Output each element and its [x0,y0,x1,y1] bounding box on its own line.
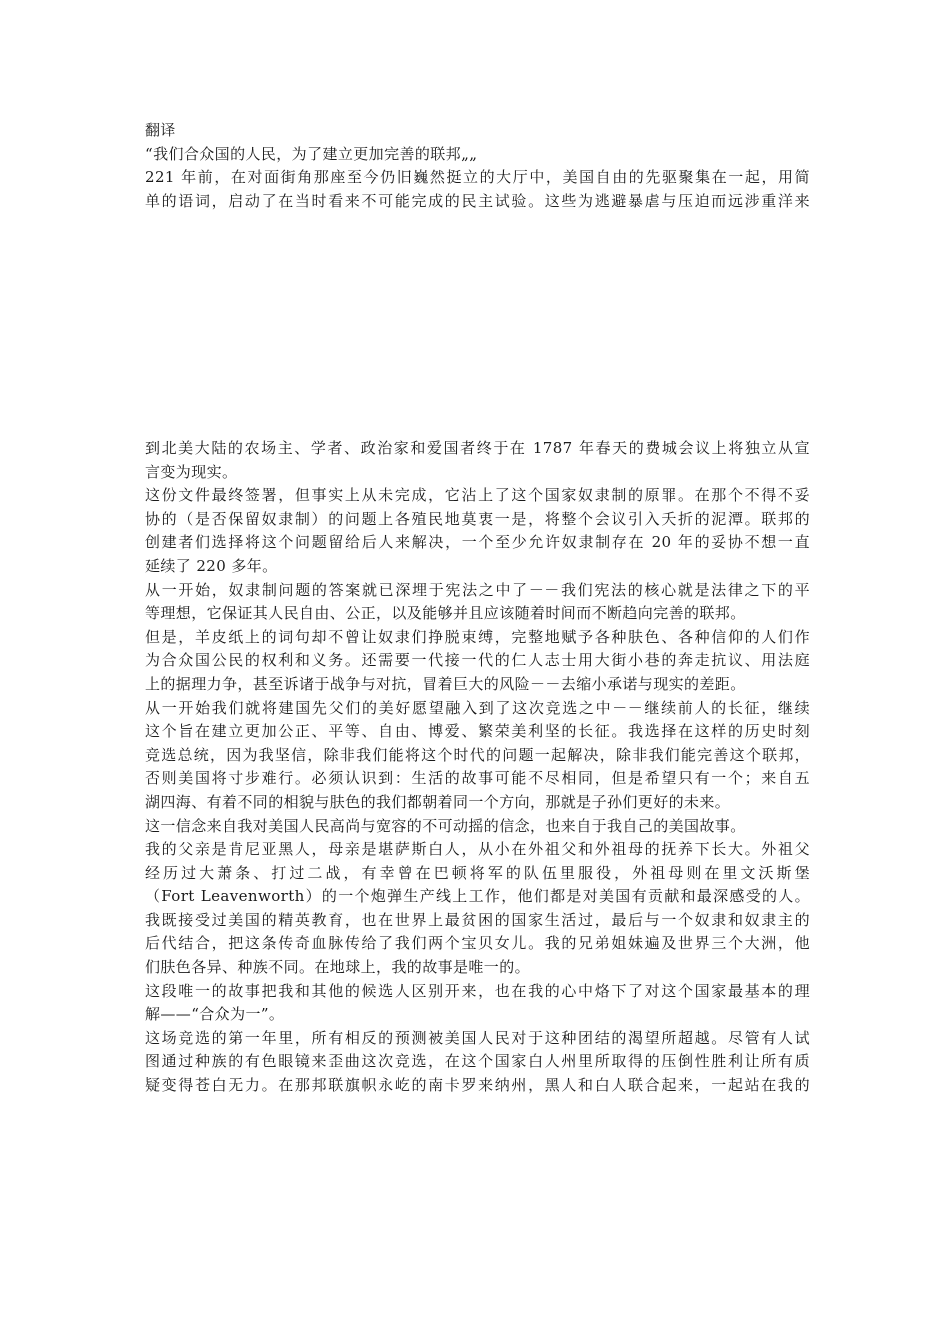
paragraph-line: 延续了 220 多年。 [145,556,278,575]
paragraph-line: 竞选总统，因为我坚信，除非我们能将这个时代的问题一起解决，除非我们能完善这个联邦， [145,745,810,764]
paragraph-line: 但是，羊皮纸上的词句却不曾让奴隶们挣脱束缚，完整地赋予各种肤色、各种信仰的人们作 [145,627,810,646]
paragraph-line: 言变为现实。 [145,462,238,481]
text-block-top [145,119,810,213]
heading-translation: 翻译 [145,121,176,139]
paragraph-line: 单的语词，启动了在当时看来不可能完成的民主试验。这些为逃避暴虐与压迫而远涉重洋来 [145,191,810,210]
paragraph-line: 经历过大萧条、打过二战，有幸曾在巴顿将军的队伍里服役，外祖母则在里文沃斯堡 [145,863,810,882]
paragraph-line: 到北美大陆的农场主、学者、政治家和爱国者终于在 1787 年春天的费城会议上将独立从宣 [145,439,810,457]
paragraph-line: 等理想，它保证其人民自由、公正，以及能够并且应该随着时间而不断趋向完善的联邦。 [145,604,746,623]
paragraph-line: 创建者们选择将这个问题留给后人来解决，一个至少允许奴隶制存在 20 年的妥协不想一直 [145,533,810,552]
quote-line: “我们合众国的人民，为了建立更加完善的联邦„„ [145,144,478,163]
paragraph-line: 从一开始我们就将建国先父们的美好愿望融入到了这次竞选之中－－继续前人的长征，继续 [145,698,810,717]
paragraph-line: 们肤色各异、种族不同。在地球上，我的故事是唯一的。 [145,958,531,977]
paragraph-line: 否则美国将寸步难行。必须认识到：生活的故事可能不尽相同，但是希望只有一个；来自五 [145,769,810,788]
paragraph-line: 疑变得苍白无力。在那邦联旗帜永屹的南卡罗来纳州，黑人和白人联合起来，一起站在我的 [145,1076,810,1095]
paragraph-line: 我的父亲是肯尼亚黑人，母亲是堪萨斯白人，从小在外祖父和外祖母的抚养下长大。外祖父 [145,840,810,859]
paragraph-line: 协的（是否保留奴隶制）的问题上各殖民地莫衷一是，将整个会议引入夭折的泥潭。联邦的 [145,509,810,528]
paragraph-line: 这一信念来自我对美国人民高尚与宽容的不可动摇的信念，也来自于我自己的美国故事。 [145,816,746,835]
paragraph-line: 上的据理力争，甚至诉诸于战争与对抗，冒着巨大的风险－－去缩小承诺与现实的差距。 [145,674,746,693]
paragraph-line: 这个旨在建立更加公正、平等、自由、博爱、繁荣美利坚的长征。我选择在这样的历史时刻 [145,722,810,741]
paragraph-line: 这份文件最终签署，但事实上从未完成，它沾上了这个国家奴隶制的原罪。在那个不得不妥 [145,486,810,505]
paragraph-line: 这段唯一的故事把我和其他的候选人区别开来，也在我的心中烙下了对这个国家最基本的理 [145,981,810,1000]
paragraph-line: 从一开始，奴隶制问题的答案就已深埋于宪法之中了－－我们宪法的核心就是法律之下的平 [145,580,810,599]
paragraph-line: （Fort Leavenworth）的一个炮弹生产线上工作，他们都是对美国有贡献和最深感受的人。 [145,887,810,906]
paragraph-line: 为合众国公民的权利和义务。还需要一代接一代的仁人志士用大街小巷的奔走抗议、用法庭 [145,651,810,670]
paragraph-line: 后代结合，把这条传奇血脉传给了我们两个宝贝女儿。我的兄弟姐妹遍及世界三个大洲，他 [145,934,810,953]
paragraph-line: 221 年前，在对面街角那座至今仍旧巍然挺立的大厅中，美国自由的先驱聚集在一起，用简 [145,168,810,187]
paragraph-line: 解——“合众为一”。 [145,1005,285,1024]
paragraph-line: 湖四海、有着不同的相貌与肤色的我们都朝着同一个方向，那就是子孙们更好的未来。 [145,792,731,811]
paragraph-line: 我既接受过美国的精英教育，也在世界上最贫困的国家生活过，最后与一个奴隶和奴隶主的 [145,910,810,929]
paragraph-line: 这场竞选的第一年里，所有相反的预测被美国人民对于这种团结的渴望所超越。尽管有人试 [145,1028,810,1047]
text-block-main [145,437,810,1098]
paragraph-line: 图通过种族的有色眼镜来歪曲这次竞选，在这个国家白人州里所取得的压倒性胜利让所有质 [145,1052,810,1071]
